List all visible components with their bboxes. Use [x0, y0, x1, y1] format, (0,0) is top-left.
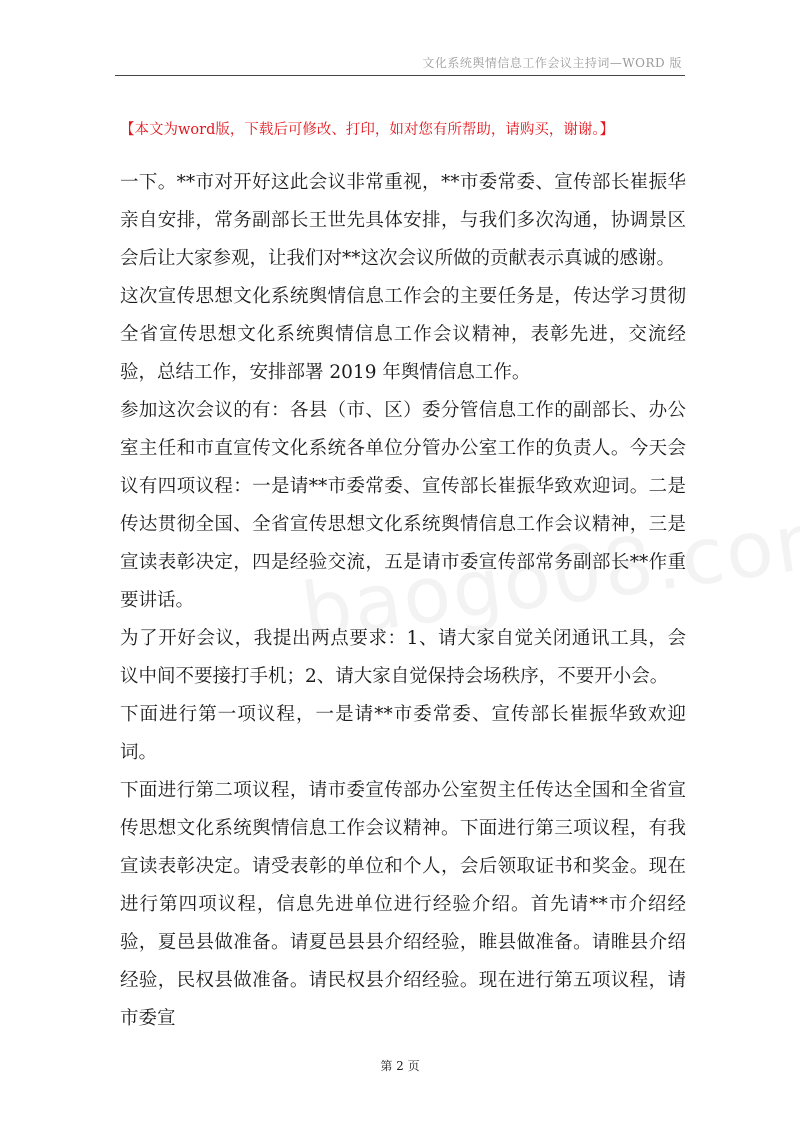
paragraph: 参加这次会议的有：各县（市、区）委分管信息工作的副部长、办公室主任和市直宣传文化系统各单位分管办公室工作的负责人。今天会议有四项议程：一是请**市委常委、宣传部长崔振华致欢迎词。二是传达贯彻全国、全省宣传思想文化系统舆情信息工作会议精神，三是宣读表彰决定，四是经验交流，五是请市委宣传部常务副部长**作重要讲话。	[120, 400, 686, 611]
paragraph: 为了开好会议，我提出两点要求：1、请大家自觉关闭通讯工具，会议中间不要接打手机；2、请大家自觉保持会场秩序，不要开小会。	[120, 628, 686, 687]
paragraph: 一下。**市对开好这此会议非常重视，**市委常委、宣传部长崔振华亲自安排，常务副部长王世先具体安排，与我们多次沟通，协调景区会后让大家参观，让我们对**这次会议所做的贡献表示真诚的感谢。	[120, 172, 686, 269]
header-title: 文化系统舆情信息工作会议主持词—WORD 版	[422, 56, 682, 70]
header-divider	[115, 75, 685, 76]
purchase-notice: 【本文为word版，下载后可修改、打印，如对您有所帮助，请购买，谢谢。】	[120, 122, 615, 138]
paragraph: 下面进行第二项议程，请市委宣传部办公室贺主任传达全国和全省宣传思想文化系统舆情信息工作会议精神。下面进行第三项议程，有我宣读表彰决定。请受表彰的单位和个人，会后领取证书和奖金。现在进行第四项议程，信息先进单位进行经验介绍。首先请**市介绍经验，夏邑县做准备。请夏邑县县介绍经验，睢县做准备。请睢县介绍经验，民权县做准备。请民权县介绍经验。现在进行第五项议程，请市委宣	[120, 780, 686, 1029]
paragraph: 下面进行第一项议程，一是请**市委常委、宣传部长崔振华致欢迎词。	[120, 704, 686, 763]
page-number: 第 2 页	[380, 1059, 420, 1073]
document-body	[120, 164, 686, 1038]
paragraph: 这次宣传思想文化系统舆情信息工作会的主要任务是，传达学习贯彻全省宣传思想文化系统舆情信息工作会议精神，表彰先进，交流经验，总结工作，安排部署 2019 年舆情信息工作。	[120, 286, 686, 383]
